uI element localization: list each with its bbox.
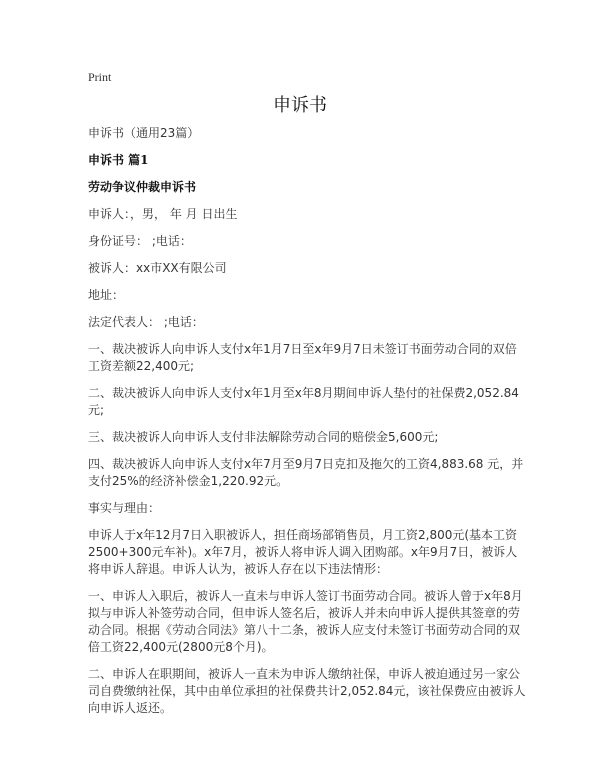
claim-2: 二、裁决被诉人向申诉人支付x年1月至x年8月期间申诉人垫付的社保费2,052.84元;	[88, 386, 519, 417]
document-subtitle: 申诉书（通用23篇）	[88, 126, 200, 140]
paragraph-id-number: 身份证号： ;电话：	[88, 234, 192, 248]
paragraph-address: 地址：	[88, 288, 125, 302]
paragraph-complainant: 申诉人：，男， 年 月 日出生	[88, 207, 238, 221]
paragraph-legal-rep: 法定代表人： ;电话：	[88, 315, 204, 329]
reason-1: 一、申诉人入职后，被诉人一直未与申诉人签订书面劳动合同。被诉人曾于x年8月拟与申诉人补签劳动合同，但申诉人签名后，被诉人并未向申诉人提供其签章的劳动合同。根据《劳动合同法》第八十二条，被诉人应支付未签订书面劳动合同的双倍工资22,400元(2800元8个月)。	[88, 589, 523, 654]
document-body	[88, 70, 528, 727]
facts-heading: 事实与理由：	[88, 501, 161, 515]
facts-paragraph: 申诉人于x年12月7日入职被诉人，担任商场部销售员，月工资2,800元(基本工资2500+300元车补)。x年7月，被诉人将申诉人调入团购部。x年9月7日，被诉人将申诉人辞退。申诉人认为，被诉人存在以下违法情形：	[88, 528, 518, 576]
document-heading: 劳动争议仲裁申诉书	[88, 180, 197, 194]
claim-1: 一、裁决被诉人向申诉人支付x年1月7日至x年9月7日未签订书面劳动合同的双倍工资差额22,400元;	[88, 342, 517, 373]
paragraph-respondent: 被诉人：xx市XX有限公司	[88, 261, 227, 275]
reason-2: 二、申诉人在职期间，被诉人一直未为申诉人缴纳社保，申诉人被迫通过另一家公司自费缴纳社保，其中由单位承担的社保费共计2,052.84元，该社保费应由被诉人向申诉人返还。	[88, 667, 526, 715]
claim-4: 四、裁决被诉人向申诉人支付x年7月至9月7日克扣及拖欠的工资4,883.68 元，并支付25%的经济补偿金1,220.92元。	[88, 457, 524, 488]
claim-3: 三、裁决被诉人向申诉人支付非法解除劳动合同的赔偿金5,600元;	[88, 430, 439, 444]
section-heading: 申诉书 篇1	[88, 153, 149, 167]
print-link[interactable]: Print	[88, 70, 112, 84]
page-title: 申诉书	[273, 95, 327, 116]
